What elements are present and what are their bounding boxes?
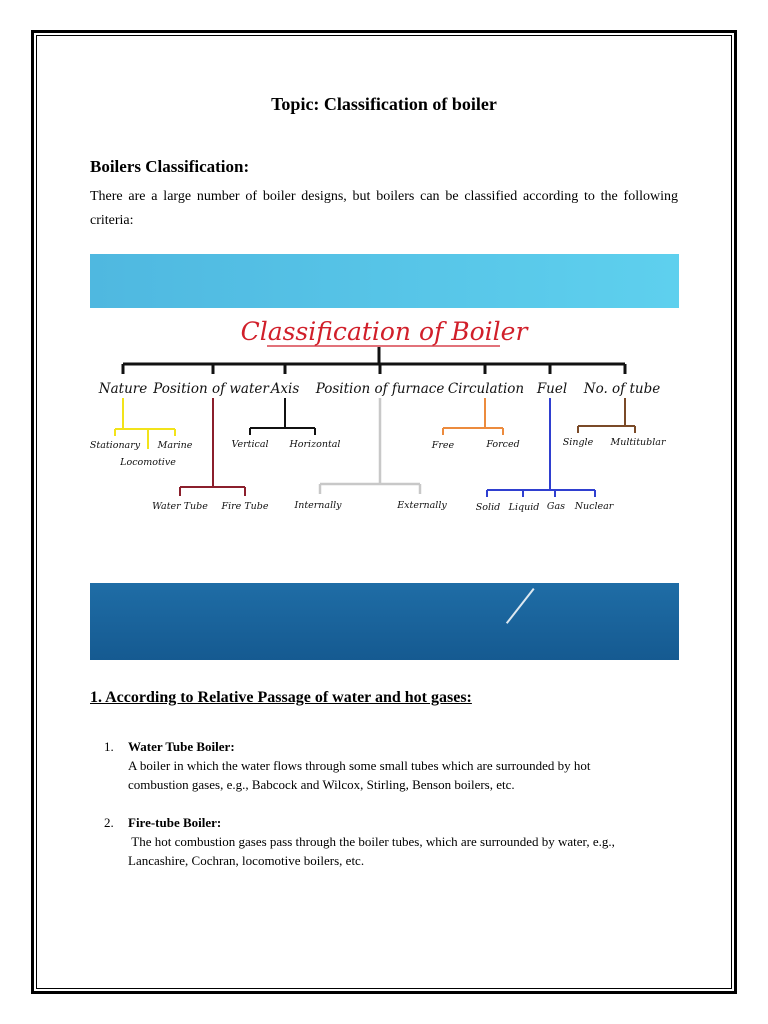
label-axis: Axis <box>270 381 300 397</box>
list-item <box>104 813 644 870</box>
label-nature: Nature <box>98 381 148 397</box>
section-heading: Boilers Classification: <box>90 157 250 176</box>
leaf-marine: Marine <box>157 440 193 451</box>
leaf-externally: Externally <box>397 500 447 511</box>
classification-diagram <box>90 254 679 660</box>
label-circulation: Circulation <box>447 381 525 397</box>
list-number: 1. <box>104 739 114 754</box>
section1-heading: 1. According to Relative Passage of water and hot gases: <box>90 689 472 706</box>
leaf-multitublar: Multitublar <box>610 437 666 448</box>
label-no-of-tube: No. of tube <box>583 381 661 397</box>
leaf-single: Single <box>562 437 594 448</box>
leaf-liquid: Liquid <box>508 502 540 513</box>
leaf-internally: Internally <box>294 500 342 511</box>
leaf-fire-tube: Fire Tube <box>221 501 269 512</box>
list-item <box>104 737 644 794</box>
diagram-title: Classification of Boiler <box>240 317 528 346</box>
leaf-gas: Gas <box>546 501 566 512</box>
boiler-type-list <box>104 737 644 889</box>
list-item-title: Water Tube Boiler: <box>128 739 235 754</box>
leaf-water-tube: Water Tube <box>152 501 208 512</box>
label-fuel: Fuel <box>536 381 568 397</box>
topic-title: Topic: Classification of boiler <box>271 94 497 114</box>
leaf-horizontal: Horizontal <box>289 439 341 450</box>
intro-paragraph: There are a large number of boiler designs, but boilers can be classified according to the following criteria: <box>90 189 678 228</box>
light-streak <box>506 588 535 624</box>
list-item-description: A boiler in which the water flows through some small tubes which are surrounded by hot combustion gases, e.g., Babcock and Wilcox, Stirling, Benson boilers, etc. <box>128 758 591 792</box>
list-item-description: The hot combustion gases pass through the boiler tubes, which are surrounded by water, e.g., Lancashire, Cochran, locomotive boilers, etc. <box>128 834 619 868</box>
leaf-vertical: Vertical <box>231 439 269 450</box>
label-position-of-water: Position of water <box>153 381 269 397</box>
leaf-nuclear: Nuclear <box>574 501 614 512</box>
list-item-title: Fire-tube Boiler: <box>128 815 222 830</box>
leaf-locomotive: Locomotive <box>120 457 176 468</box>
leaf-forced: Forced <box>486 439 520 450</box>
leaf-stationary: Stationary <box>90 440 141 451</box>
list-number: 2. <box>104 815 114 830</box>
label-position-of-furnace: Position of furnace <box>315 381 445 397</box>
diagram-bottom-band <box>90 583 679 660</box>
leaf-solid: Solid <box>475 502 501 513</box>
leaf-free: Free <box>431 440 455 451</box>
